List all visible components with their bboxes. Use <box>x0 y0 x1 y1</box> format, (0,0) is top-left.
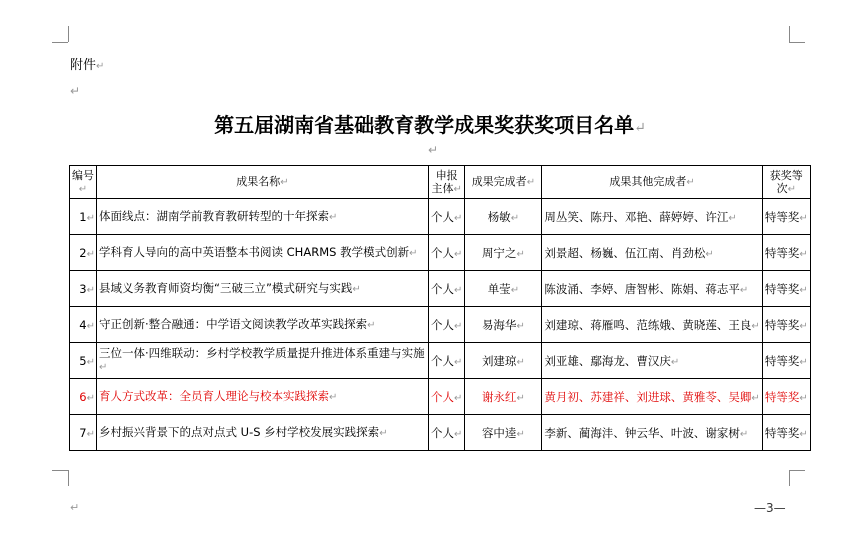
paragraph-mark-icon: ↵ <box>70 501 80 514</box>
row-other-contributors: 黄月初、苏建祥、刘进球、黄雅苓、吴卿↵ <box>542 379 762 415</box>
row-subject: 个人↵ <box>429 199 465 235</box>
row-other-contributors: 刘亚雄、鄢海龙、曹汉庆↵ <box>542 343 762 379</box>
row-subject: 个人↵ <box>429 235 465 271</box>
page-number: —3— <box>754 501 786 515</box>
row-subject: 个人↵ <box>429 271 465 307</box>
row-leader: 杨敏↵ <box>465 199 542 235</box>
row-award-level: 特等奖↵ <box>762 235 810 271</box>
row-leader: 谢永红↵ <box>465 379 542 415</box>
row-leader: 容中逵↵ <box>465 415 542 451</box>
row-number: 2↵ <box>70 235 97 271</box>
corner-mark-top-left-h <box>52 42 68 43</box>
table-row <box>70 379 811 415</box>
row-number: 4↵ <box>70 307 97 343</box>
row-award-level: 特等奖↵ <box>762 307 810 343</box>
row-project-name: 学科育人导向的高中英语整本书阅读 CHARMS 教学模式创新↵ <box>97 235 429 271</box>
row-award-level: 特等奖↵ <box>762 271 810 307</box>
table-row <box>70 199 811 235</box>
row-number: 7↵ <box>70 415 97 451</box>
table-row <box>70 343 811 379</box>
row-project-name: 三位一体·四维联动：乡村学校教学质量提升推进体系重建与实施↵ <box>97 343 429 379</box>
row-project-name: 守正创新·整合融通：中学语文阅读教学改革实践探索↵ <box>97 307 429 343</box>
row-leader: 易海华↵ <box>465 307 542 343</box>
document-title: 第五届湖南省基础教育教学成果奖获奖项目名单↵ <box>214 113 646 137</box>
row-project-name: 乡村振兴背景下的点对点式 U-S 乡村学校发展实践探索↵ <box>97 415 429 451</box>
corner-mark-bottom-right-h <box>789 470 805 471</box>
row-number: 3↵ <box>70 271 97 307</box>
row-other-contributors: 刘建琼、蒋雁鸣、范练娥、黄晓莲、王良↵ <box>542 307 762 343</box>
row-number: 1↵ <box>70 199 97 235</box>
corner-mark-top-left-v <box>68 26 69 42</box>
row-leader: 刘建琼↵ <box>465 343 542 379</box>
row-project-name: 县域义务教育师资均衡“三破三立”模式研究与实践↵ <box>97 271 429 307</box>
paragraph-mark-icon: ↵ <box>70 84 81 98</box>
col-header-no: 编号↵ <box>70 166 97 199</box>
table-row <box>70 415 811 451</box>
row-leader: 周宁之↵ <box>465 235 542 271</box>
row-number: 6↵ <box>70 379 97 415</box>
row-number: 5↵ <box>70 343 97 379</box>
row-other-contributors: 周丛笑、陈丹、邓艳、薛婷婷、许江↵ <box>542 199 762 235</box>
row-subject: 个人↵ <box>429 379 465 415</box>
row-leader: 单莹↵ <box>465 271 542 307</box>
row-award-level: 特等奖↵ <box>762 199 810 235</box>
row-award-level: 特等奖↵ <box>762 379 810 415</box>
col-header-name: 成果名称↵ <box>97 166 429 199</box>
row-subject: 个人↵ <box>429 415 465 451</box>
row-award-level: 特等奖↵ <box>762 343 810 379</box>
corner-mark-bottom-left-v <box>68 470 69 486</box>
row-other-contributors: 李新、蔺海沣、钟云华、叶波、谢家树↵ <box>542 415 762 451</box>
col-header-award: 获奖等次↵ <box>762 166 810 199</box>
award-table <box>69 165 811 451</box>
corner-mark-bottom-left-h <box>52 470 68 471</box>
row-project-name: 育人方式改革：全员育人理论与校本实践探索↵ <box>97 379 429 415</box>
row-subject: 个人↵ <box>429 307 465 343</box>
table-row <box>70 271 811 307</box>
attachment-label: 附件↵ <box>70 58 105 73</box>
table-row <box>70 307 811 343</box>
corner-mark-bottom-right-v <box>789 470 790 486</box>
row-award-level: 特等奖↵ <box>762 415 810 451</box>
paragraph-mark-icon: ↵ <box>428 143 439 157</box>
corner-mark-top-right-v <box>789 26 790 42</box>
col-header-others: 成果其他完成者↵ <box>542 166 762 199</box>
table-row <box>70 235 811 271</box>
row-project-name: 体面线点：湖南学前教育教研转型的十年探索↵ <box>97 199 429 235</box>
col-header-leader: 成果完成者↵ <box>465 166 542 199</box>
row-other-contributors: 刘景超、杨巍、伍江南、肖劲松↵ <box>542 235 762 271</box>
row-other-contributors: 陈波涌、李婷、唐智彬、陈娟、蒋志平↵ <box>542 271 762 307</box>
table-header-row <box>70 166 811 199</box>
corner-mark-top-right-h <box>789 42 805 43</box>
col-header-subject: 申报主体↵ <box>429 166 465 199</box>
row-subject: 个人↵ <box>429 343 465 379</box>
